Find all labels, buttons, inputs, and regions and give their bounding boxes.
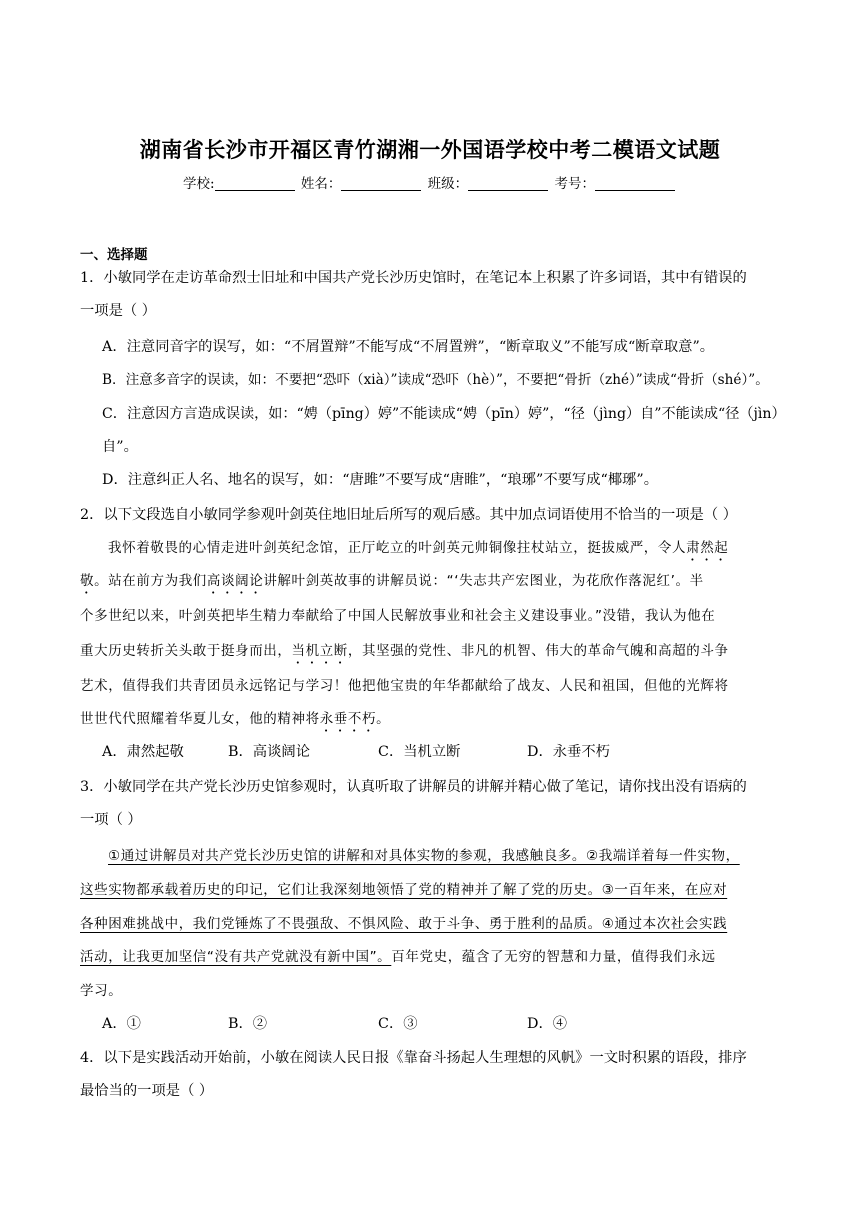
- q1-option-c-line1[interactable]: C．注意因方言造成误读，如：“娉（pīng）婷”不能读成“娉（pīn）婷”，“径（jìng）自”不能读成“径（jìn）: [102, 406, 786, 422]
- q2-text: 。站在前方为我们: [94, 573, 207, 589]
- q2-option-c[interactable]: C．当机立断: [378, 744, 461, 760]
- q2-text: 讲解叶剑英故事的讲解员说：“‘失志共产宏图业，为花欣作落泥红’。半: [263, 573, 704, 589]
- q3-passage-line4: [80, 947, 716, 967]
- q2-dotted-term: 肃然起: [686, 540, 729, 556]
- school-label: 学校:: [183, 176, 215, 192]
- q3-option-b[interactable]: B．②: [228, 1016, 268, 1032]
- q1-option-b[interactable]: B．注意多音字的误读，如：不要把“恐吓（xià）”读成“恐吓（hè）”，不要把“骨折（zhé）”读成“骨折（shé）”。: [102, 372, 769, 388]
- q2-text: 重大历史转折关头敢于挺身而出，: [80, 643, 292, 659]
- q2-text: 我怀着敬畏的心情走进叶剑英纪念馆，正厅屹立的叶剑英元帅铜像拄杖站立，挺拔威严，令人: [108, 540, 687, 556]
- class-label: 班级：: [427, 176, 469, 192]
- q3-stem-line2: 一项（ ）: [80, 812, 142, 828]
- q2-dotted-term: 当机立断: [291, 643, 348, 659]
- class-blank[interactable]: [468, 176, 548, 191]
- q2-option-a[interactable]: A．肃然起敬: [102, 744, 184, 760]
- q2-passage-line3: 个多世纪以来，叶剑英把毕生精力奉献给了中国人民解放事业和社会主义建设事业。”没错，我认为他在: [80, 608, 716, 624]
- q3-stem-line1: 3．小敏同学在共产党长沙历史馆参观时，认真听取了讲解员的讲解并精心做了笔记，请你找出没有语病的: [80, 779, 747, 795]
- q2-dotted-term: 永垂不朽: [319, 711, 377, 727]
- q2-text: 。: [376, 711, 391, 727]
- q1-option-c-line2[interactable]: 自”。: [102, 439, 138, 455]
- q3-passage-line1: ①通过讲解员对共产党长沙历史馆的讲解和对具体实物的参观，我感触良多。②我端详着每一件实物，: [108, 848, 740, 864]
- q4-stem-line2: 最恰当的一项是（ ）: [80, 1083, 214, 1099]
- q1-stem-line2: 一项是（ ）: [80, 303, 157, 319]
- q2-dotted-term: 高谈阔论: [206, 573, 264, 589]
- section-heading: 一、选择题: [80, 247, 148, 263]
- q2-text: 世世代代照耀着华夏儿女，他的精神将: [80, 711, 320, 727]
- q2-dotted-term: 敬: [80, 573, 95, 589]
- q3-option-a[interactable]: A．①: [102, 1016, 141, 1032]
- q2-stem: 2．以下文段选自小敏同学参观叶剑英住地旧址后所写的观后感。其中加点词语使用不恰当的一项是（ ）: [80, 507, 737, 523]
- q2-passage-line1: [108, 538, 728, 564]
- q3-underlined-text: 活动，让我更加坚信“没有共产党就没有新中国”。: [80, 949, 392, 965]
- exam-title: 湖南省长沙市开福区青竹湖湘一外国语学校中考二模语文试题: [139, 138, 721, 162]
- q1-stem-line1: 1．小敏同学在走访革命烈士旧址和中国共产党长沙历史馆时，在笔记本上积累了许多词语，其中有错误的: [80, 270, 747, 286]
- q3-passage-line2: 这些实物都承载着历史的印记，它们让我深刻地领悟了党的精神并了解了党的历史。③一百年来，在应对: [80, 882, 728, 898]
- q1-option-a[interactable]: A．注意同音字的误写，如：“不屑置辩”不能写成“不屑置辨”，“断章取义”不能写成“断章取意”。: [102, 339, 715, 355]
- q4-stem-line1: 4．以下是实践活动开始前，小敏在阅读人民日报《靠奋斗扬起人生理想的风帆》一文时积累的语段，排序: [80, 1050, 747, 1066]
- q3-text: 百年党史，蕴含了无穷的智慧和力量，值得我们永远: [391, 949, 716, 965]
- q3-option-c[interactable]: C．③: [378, 1016, 418, 1032]
- q2-text: ，其坚强的党性、非凡的机智、伟大的革命气魄和高超的斗争: [347, 643, 729, 659]
- name-blank[interactable]: [341, 176, 421, 191]
- q2-option-d[interactable]: D．永垂不朽: [527, 744, 610, 760]
- q3-passage-line5: 学习。: [80, 983, 123, 999]
- q2-passage-line6: [80, 709, 390, 735]
- name-label: 姓名：: [300, 176, 342, 192]
- q1-option-d[interactable]: D．注意纠正人名、地名的误写，如：“唐雎”不要写成“唐睢”，“琅琊”不要写成“椰琊”。: [102, 472, 659, 488]
- q2-passage-line2: [80, 571, 704, 597]
- exam-number-blank[interactable]: [595, 176, 675, 191]
- student-info-line: [0, 172, 860, 192]
- q3-option-d[interactable]: D．④: [527, 1016, 568, 1032]
- school-blank[interactable]: [215, 176, 295, 191]
- q3-passage-line3: 各种困难挑战中，我们党锤炼了不畏强敌、不惧风险、敢于斗争、勇于胜利的品质。④通过本次社会实践: [80, 916, 728, 932]
- q2-passage-line4: [80, 641, 729, 667]
- exam-number-label: 考号：: [554, 176, 595, 192]
- q2-option-b[interactable]: B．高谈阔论: [228, 744, 310, 760]
- q2-passage-line5: 艺术，值得我们共青团员永远铭记与学习！他把他宝贵的年华都献给了战友、人民和祖国，但他的光辉将: [80, 678, 729, 694]
